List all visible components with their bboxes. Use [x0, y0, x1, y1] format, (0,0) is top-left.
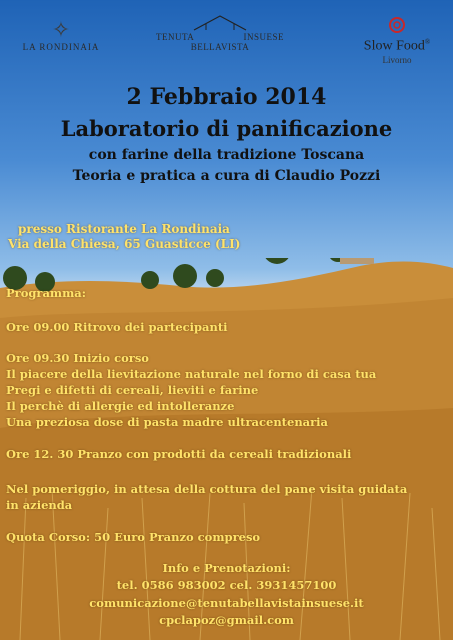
location-venue: presso Ristorante La Rondinaia — [18, 222, 230, 236]
event-teacher: Teoria e pratica a cura di Claudio Pozzi — [72, 168, 381, 184]
swallow-icon: ✧ — [51, 18, 71, 43]
program-line: Pregi e difetti di cereali, lieviti e farine — [6, 383, 259, 397]
slowfood-logo-text: Slow Food — [363, 38, 425, 54]
info-heading: Info e Prenotazioni: — [162, 561, 291, 575]
program-line: in azienda — [6, 498, 73, 512]
event-date: 2 Febbraio 2014 — [126, 84, 327, 110]
program-line: Ore 12. 30 Pranzo con prodotti da cereali tradizionali — [6, 447, 352, 461]
info-phone: tel. 0586 983002 cel. 3931457100 — [116, 578, 337, 592]
tenuta-logo — [150, 12, 290, 52]
event-subtitle: con farine della tradizione Toscana — [88, 147, 365, 163]
program-line: Ore 09.30 Inizio corso — [6, 351, 149, 365]
house-icon — [190, 12, 250, 32]
program-line: Il piacere della lievitazione naturale nel forno di casa tua — [6, 367, 377, 381]
rondinaia-logo-text: LA RONDINAIA — [22, 42, 100, 52]
program-line: Ore 09.00 Ritrovo dei partecipanti — [6, 320, 228, 334]
info-email-link[interactable]: comunicazione@tenutabellavistainsuese.it — [89, 596, 364, 610]
registered-mark: ® — [424, 38, 431, 46]
tenuta-logo-left: TENUTA — [156, 32, 195, 42]
slowfood-logo — [348, 16, 446, 65]
rondinaia-logo — [6, 20, 116, 52]
slowfood-city: Livorno — [382, 54, 412, 65]
tenuta-logo-bottom: BELLAVISTA — [190, 42, 250, 52]
program-line: Una preziosa dose di pasta madre ultracentenaria — [6, 415, 329, 429]
program-fee: Quota Corso: 50 Euro Pranzo compreso — [6, 530, 261, 544]
program-line: Nel pomeriggio, in attesa della cottura del pane visita guidata — [6, 482, 408, 496]
program-line: Il perchè di allergie ed intolleranze — [6, 399, 235, 413]
tenuta-logo-right: INSUESE — [243, 32, 284, 42]
farmhouse — [340, 258, 374, 264]
snail-icon — [385, 16, 409, 34]
event-title: Laboratorio di panificazione — [60, 116, 393, 141]
info-email-link[interactable]: cpclapoz@gmail.com — [159, 613, 294, 627]
program-heading: Programma: — [6, 286, 86, 300]
location-address: Via della Chiesa, 65 Guasticce (LI) — [8, 237, 241, 251]
